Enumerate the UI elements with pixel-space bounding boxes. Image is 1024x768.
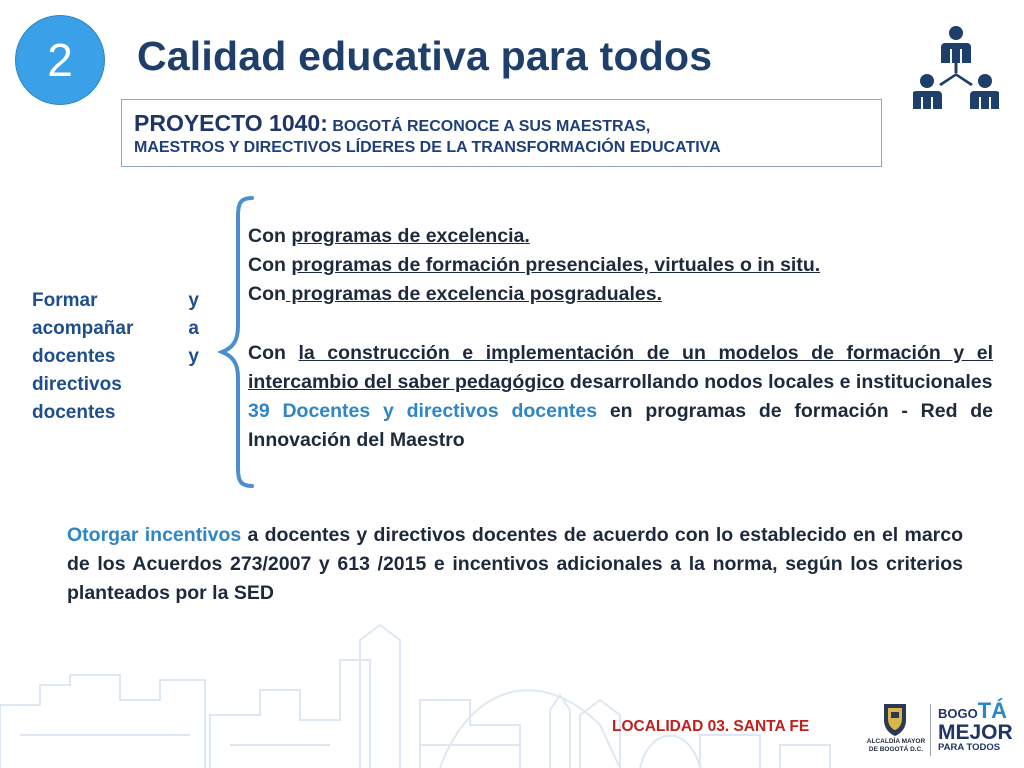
project-box [121, 99, 882, 167]
brand-line3: PARA TODOS [938, 742, 1001, 753]
program-line: 39 Docentes y directivos docentes en programas de formación - Red de Innovación del Maestro [248, 400, 993, 451]
left-line: docentes [32, 402, 116, 423]
left-line: Formar y [32, 290, 199, 311]
incentives-highlight: Otorgar incentivos [67, 524, 242, 546]
project-desc-part2: MAESTROS Y DIRECTIVOS LÍDERES DE LA TRANSFORMACIÓN EDUCATIVA [134, 138, 721, 156]
slide-number: 2 [47, 34, 73, 86]
program-line: Con programas de excelencia. [248, 225, 530, 247]
brand-line2: MEJOR [938, 721, 1013, 744]
project-desc-part1: BOGOTÁ RECONOCE A SUS MAESTRAS, [332, 118, 651, 135]
program-lines [248, 222, 993, 455]
people-hierarchy-icon [913, 24, 999, 112]
brand-line1: BOGOTÁ [938, 698, 1008, 723]
locality-label: LOCALIDAD 03. SANTA FE [612, 718, 810, 735]
program-line: Con programas de formación presenciales, virtuales o in situ. [248, 254, 821, 276]
left-line: docentes y [32, 346, 199, 367]
left-line: acompañar a [32, 318, 199, 339]
slide-number-badge [16, 16, 104, 104]
coat-of-arms-icon [878, 700, 912, 738]
brand-logo [938, 700, 1013, 753]
left-line: directivos [32, 374, 122, 395]
seal-caption: ALCALDÍA MAYOR DE BOGOTÁ D.C. [866, 738, 926, 753]
program-line: Con programas de excelencia posgraduales. [248, 283, 662, 305]
project-label: PROYECTO 1040: [134, 110, 328, 136]
left-label [32, 287, 199, 427]
slide-title: Calidad educativa para todos [137, 33, 713, 79]
program-line: Con la construcción e implementación de un modelos de formación y el intercambio del saber pedagógico desarrollando nodos locales e institucionales [248, 342, 994, 393]
incentives-text: a docentes y directivos docentes de acuerdo con lo establecido en el marco de los Acuerdos 273/2007 y 613 /2015 e incentivos adicionales a la norma, según los criterios planteados por la SED [67, 524, 964, 604]
logo-divider [930, 704, 931, 756]
